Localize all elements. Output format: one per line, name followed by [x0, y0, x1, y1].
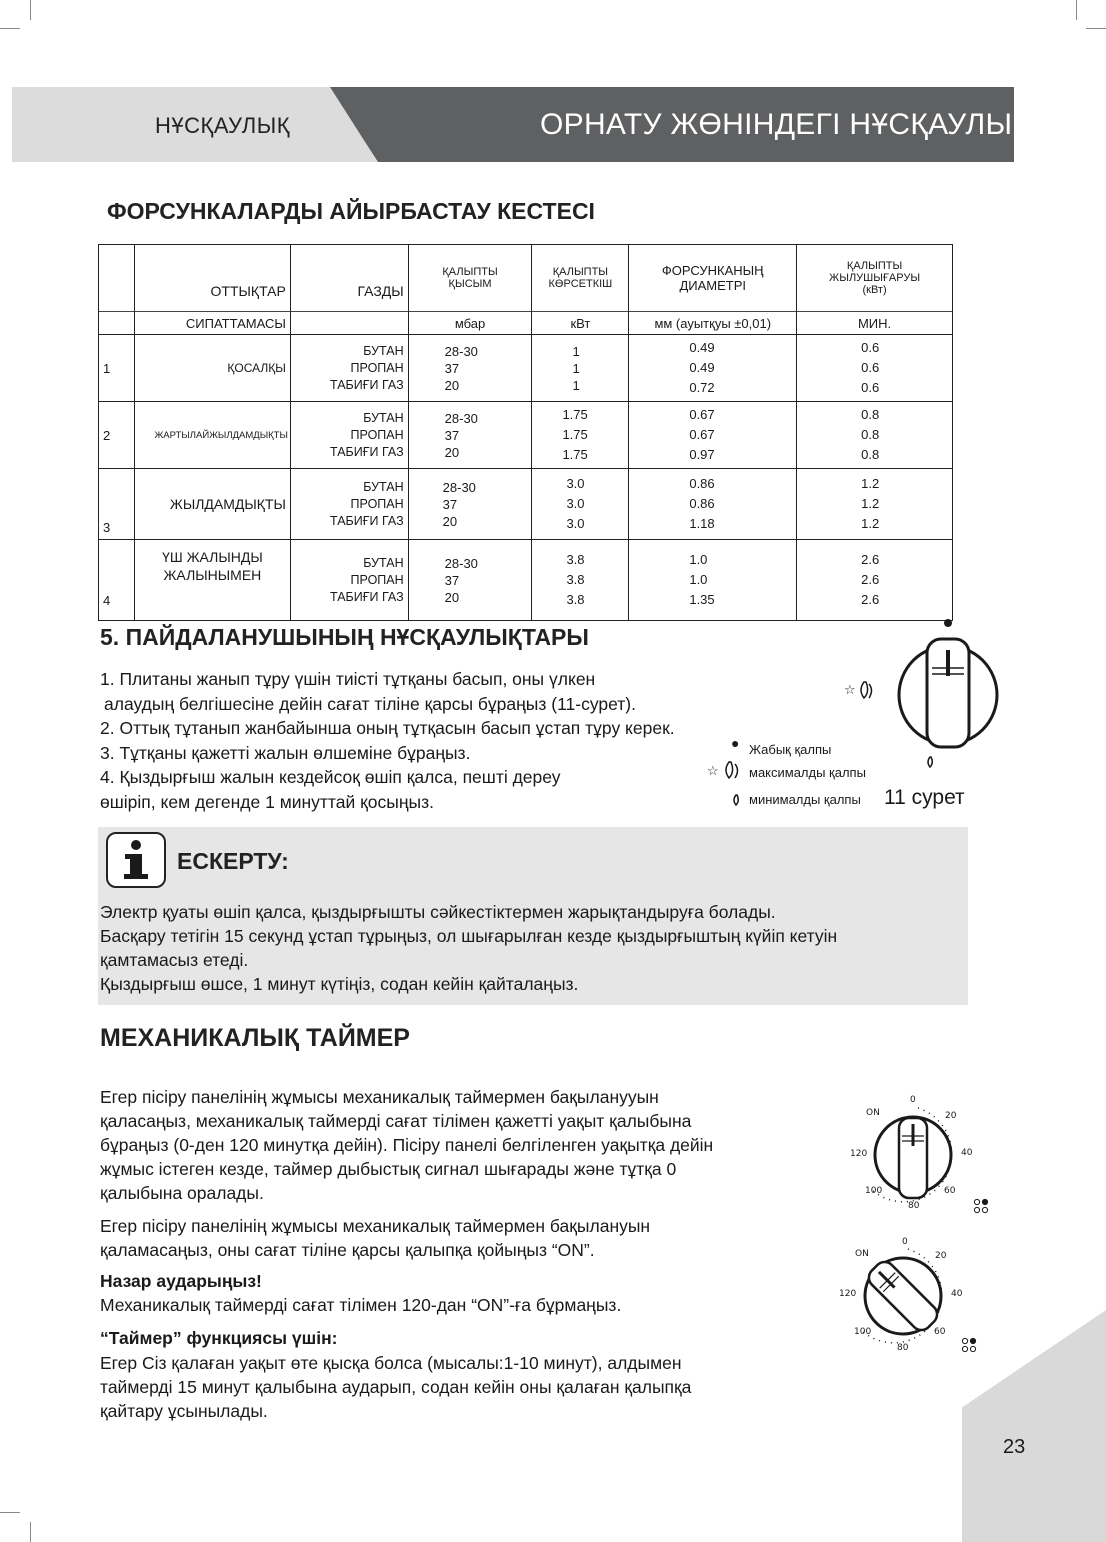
table-header-row — [99, 245, 953, 312]
row-number: 4 — [99, 540, 135, 621]
dial-label-40: 40 — [961, 1148, 973, 1158]
dial-label-20: 20 — [935, 1251, 947, 1261]
table-row — [99, 540, 953, 621]
timer-line: қаласаңыз, механикалық таймерді сағат тілімен қажетті уақыт қалыбына — [100, 1111, 692, 1131]
timer-line: жұмыс істеген кезде, таймер дыбыстық сигнал шығарады және тұтқа 0 — [100, 1159, 677, 1179]
dial-label-100: 100 — [854, 1327, 872, 1337]
dial-label-0: 0 — [902, 1237, 908, 1247]
injector-table — [98, 244, 953, 621]
instruction-line: 3. Тұтқаны қажетті жалын өлшеміне бұраңыз. — [100, 742, 471, 763]
power-values: 1 1 1 — [532, 335, 629, 402]
warning-line: қамтамасыз етеді. — [100, 950, 249, 970]
crop-mark — [0, 1512, 20, 1513]
timer-line: бұраңыз (0-ден 120 минутқа дейін). Пісіру панелі белгіленген уақытқа дейін — [100, 1135, 714, 1155]
sub-heat-unit: МИН. — [797, 312, 953, 335]
row-number: 1 — [99, 335, 135, 402]
diameter-values: 0.49 0.49 0.72 — [629, 335, 797, 402]
pressure-values: 28-30 37 20 — [408, 335, 532, 402]
table-subheader-row — [99, 312, 953, 335]
sub-diameter-unit: мм (ауытқуы ±0,01) — [629, 312, 797, 335]
timer-line: қаламасаңыз, оны сағат тіліне қарсы қалыпқа қойыңыз “ON”. — [100, 1240, 595, 1260]
burner-name: ЖЫЛДАМДЫҚТЫ — [134, 469, 290, 540]
gas-types: БУТАН ПРОПАН ТАБИҒИ ГАЗ — [290, 402, 408, 469]
dial-label-60: 60 — [934, 1327, 946, 1337]
sub-indicator-unit: кВт — [532, 312, 629, 335]
warning-line: Қыздырғыш өшсе, 1 минут күтіңіз, содан кейін қайталаңыз. — [100, 974, 579, 994]
legend-max-flame-shape — [723, 760, 745, 780]
dial-label-0: 0 — [910, 1095, 916, 1105]
warning-line: Басқару тетігін 15 секунд ұстап тұрыңыз, ол шығарылған кезде қыздырғыштың күйіп кетуін — [100, 926, 838, 946]
power-values: 1.75 1.75 1.75 — [532, 402, 629, 469]
attention-text: Механикалық таймерді сағат тілімен 120-дан “ON”-ға бұрмаңыз. — [100, 1295, 622, 1315]
heat-values: 1.2 1.2 1.2 — [797, 469, 953, 540]
legend-max: максималды қалпы — [749, 765, 866, 780]
col-burners: ОТТЫҚТАР — [134, 245, 290, 312]
gas-types: БУТАН ПРОПАН ТАБИҒИ ГАЗ — [290, 469, 408, 540]
min-flame-icon — [928, 757, 932, 767]
timer-dial-set — [835, 1232, 995, 1362]
legend-min: минималды қалпы — [749, 792, 861, 807]
instruction-line: 1. Плитаны жанып тұру үшін тиісті тұтқаны басып, оны үлкен — [100, 669, 596, 689]
burner-name: ҚОСАЛҚЫ — [134, 335, 290, 402]
pressure-values: 28-30 37 20 — [408, 540, 532, 621]
table-row — [99, 469, 953, 540]
row-number: 2 — [99, 402, 135, 469]
page-number: 23 — [1003, 1436, 1026, 1458]
timer-title: МЕХАНИКАЛЫҚ ТАЙМЕР — [100, 1024, 410, 1052]
dial-label-120: 120 — [839, 1289, 857, 1299]
crop-mark — [1076, 0, 1077, 20]
legend-max-flame-icon: ☆ — [707, 763, 719, 778]
warning-title: ЕСКЕРТУ: — [177, 848, 289, 874]
diameter-values: 1.0 1.0 1.35 — [629, 540, 797, 621]
legend-closed: Жабық қалпы — [749, 742, 832, 757]
user-instructions — [100, 667, 780, 814]
table-row — [99, 335, 953, 402]
info-icon — [106, 832, 166, 888]
table-row — [99, 402, 953, 469]
instruction-line: 4. Қыздырғыш жалын кездейсоқ өшіп қалса, пешті дереу — [100, 767, 561, 787]
dial-label-80: 80 — [908, 1201, 920, 1211]
col-gas: ГАЗДЫ — [290, 245, 408, 312]
burner-name: ЖАРТЫЛАЙЖЫЛДАМДЫҚТЫ — [134, 402, 290, 469]
dial-label-80: 80 — [897, 1343, 909, 1353]
dial-label-on: ON — [866, 1108, 880, 1118]
function-line: таймерді 15 минут қалыбына аударып, содан кейін оны қалаған қалыпқа — [100, 1377, 692, 1397]
power-values: 3.8 3.8 3.8 — [532, 540, 629, 621]
dial-label-40: 40 — [951, 1289, 963, 1299]
figure-caption: 11 сурет — [884, 786, 965, 809]
dial-label-100: 100 — [865, 1186, 883, 1196]
crop-mark — [30, 0, 31, 20]
warning-line: Электр қуаты өшіп қалса, қыздырғышты сәйкестіктермен жарықтандыруға болады. — [100, 902, 776, 922]
timer-line: Егер пісіру панелінің жұмысы механикалық таймермен бақылануын — [100, 1216, 651, 1236]
crop-mark — [1086, 28, 1106, 29]
legend-min-flame-icon — [731, 793, 743, 809]
col-diameter: ФОРСУНКАНЫҢ ДИАМЕТРІ — [629, 245, 797, 312]
power-values: 3.0 3.0 3.0 — [532, 469, 629, 540]
heat-values: 2.6 2.6 2.6 — [797, 540, 953, 621]
table-title: ФОРСУНКАЛАРДЫ АЙЫРБАСТАУ КЕСТЕСІ — [107, 198, 595, 224]
function-title: “Таймер” функциясы үшін: — [100, 1328, 338, 1348]
timer-paragraph-1 — [100, 1085, 820, 1205]
timer-dial-on — [840, 1088, 1000, 1218]
function-line: Егер Сіз қалаған уақыт өте қысқа болса (мысалы:1-10 минут), алдымен — [100, 1353, 682, 1373]
pressure-values: 28-30 37 20 — [408, 469, 532, 540]
function-line: қайтару ұсынылады. — [100, 1401, 268, 1421]
max-flame-shape — [861, 682, 872, 698]
function-text — [100, 1351, 820, 1423]
closed-dot-icon — [944, 619, 952, 627]
burner-name: ҮШ ЖАЛЫНДЫ ЖАЛЫНЫМЕН — [134, 540, 290, 621]
burner-knob-figure — [840, 612, 1000, 777]
col-indicator: ҚАЛЫПТЫ КӨРСЕТКІШ — [532, 245, 629, 312]
warning-text — [100, 900, 960, 996]
timer-line: Егер пісіру панелінің жұмысы механикалық таймермен бақыланууын — [100, 1087, 659, 1107]
sub-pressure-unit: мбар — [408, 312, 532, 335]
crop-mark — [30, 1522, 31, 1542]
heat-values: 0.8 0.8 0.8 — [797, 402, 953, 469]
diameter-values: 0.67 0.67 0.97 — [629, 402, 797, 469]
instruction-line: өшіріп, кем дегенде 1 минуттай қосыңыз. — [100, 791, 434, 812]
max-flame-icon: ☆ — [844, 683, 856, 698]
heat-values: 0.6 0.6 0.6 — [797, 335, 953, 402]
legend-closed-dot-icon: ● — [731, 735, 740, 751]
timer-line: қалыбына оралады. — [100, 1183, 264, 1203]
crop-mark — [0, 28, 20, 29]
attention-title: Назар аударыңыз! — [100, 1271, 262, 1291]
dial-label-60: 60 — [944, 1186, 956, 1196]
dial-label-on: ON — [855, 1249, 869, 1259]
dial-label-120: 120 — [850, 1149, 868, 1159]
pressure-values: 28-30 37 20 — [408, 402, 532, 469]
user-section-title: 5. ПАЙДАЛАНУШЫНЫҢ НҰСҚАУЛЫҚТАРЫ — [100, 624, 589, 650]
diameter-values: 0.86 0.86 1.18 — [629, 469, 797, 540]
row-number: 3 — [99, 469, 135, 540]
col-pressure: ҚАЛЫПТЫ ҚЫСЫМ — [408, 245, 532, 312]
header-left-label: НҰСҚАУЛЫҚ — [155, 113, 291, 138]
gas-types: БУТАН ПРОПАН ТАБИҒИ ГАЗ — [290, 335, 408, 402]
gas-types: БУТАН ПРОПАН ТАБИҒИ ГАЗ — [290, 540, 408, 621]
sub-description: СИПАТТАМАСЫ — [134, 312, 290, 335]
dial-label-20: 20 — [945, 1111, 957, 1121]
timer-paragraph-2 — [100, 1214, 820, 1262]
header-title: ОРНАТУ ЖӨНІНДЕГІ НҰСҚАУЛЫҚ — [540, 108, 1031, 141]
instruction-line: 2. Оттық тұтанып жанбайынша оның тұтқасын басып ұстап тұру керек. — [100, 718, 675, 738]
instruction-line: алаудың белгішесіне дейін сағат тіліне қарсы бұраңыз (11-сурет). — [104, 693, 636, 714]
col-heat: ҚАЛЫПТЫ ЖЫЛУШЫҒАРУЫ (кВт) — [797, 245, 953, 312]
